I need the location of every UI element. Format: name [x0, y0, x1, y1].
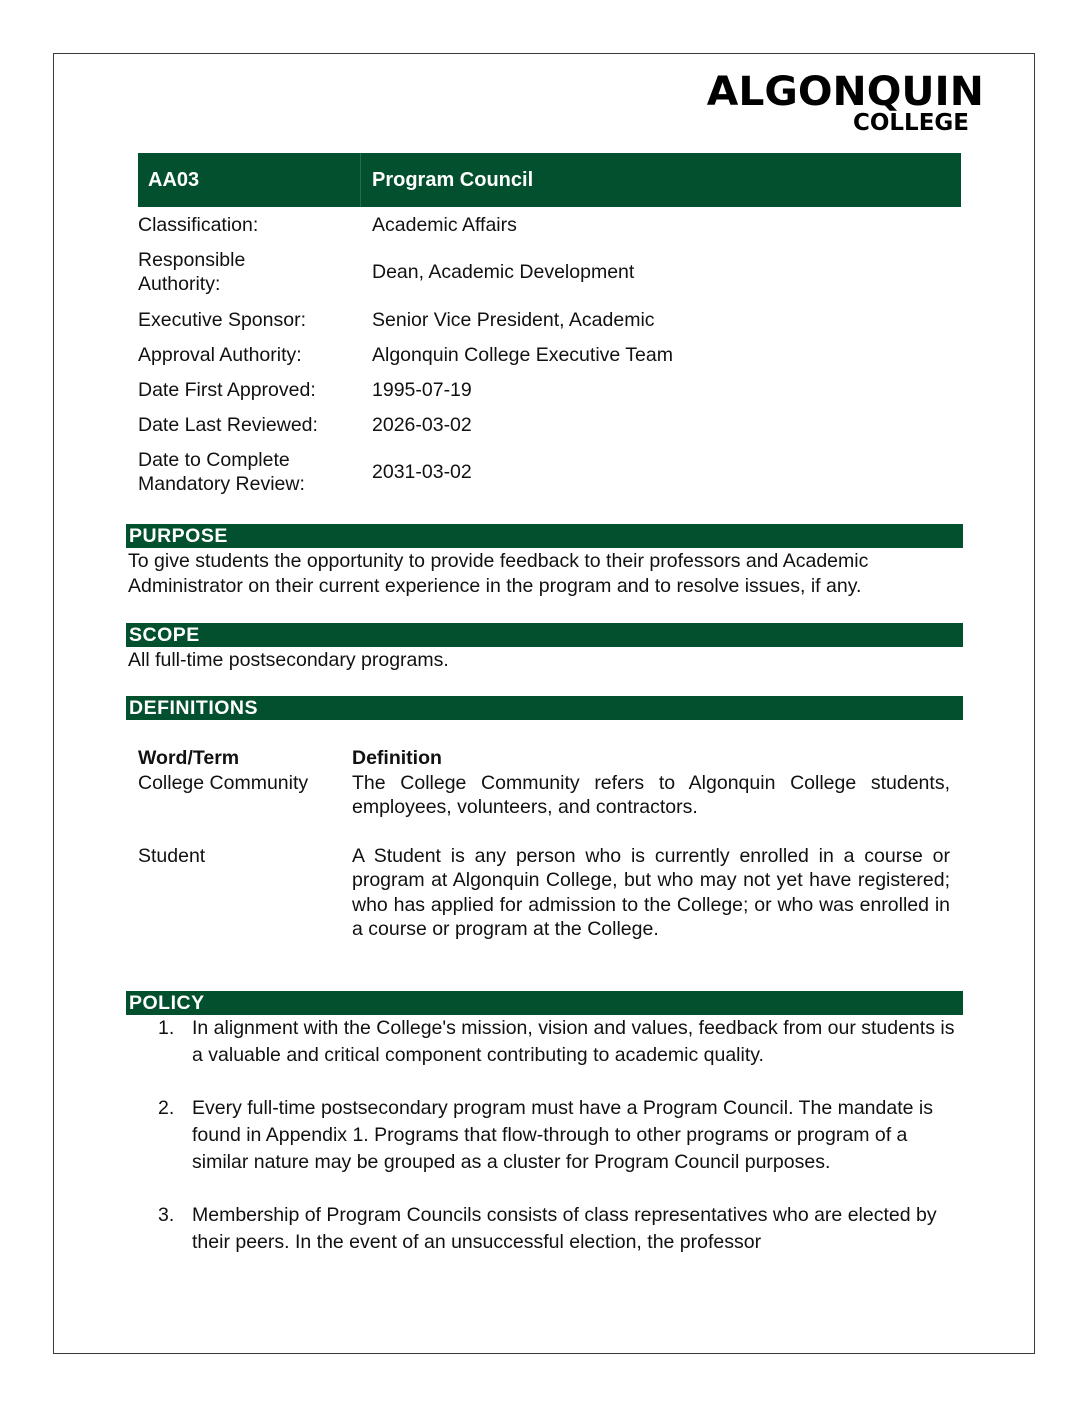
policy-title-bar — [138, 153, 961, 207]
meta-value: Academic Affairs — [372, 213, 517, 236]
policy-item — [158, 1095, 968, 1176]
policy-code: AA03 — [138, 153, 361, 207]
meta-label: Executive Sponsor: — [138, 308, 307, 331]
algonquin-college-logo — [706, 69, 984, 136]
meta-row-responsible-authority — [138, 242, 961, 302]
meta-label: Classification: — [138, 213, 259, 236]
meta-value: 1995-07-19 — [372, 378, 472, 401]
policy-item — [158, 1015, 968, 1069]
policy-item-number: 3. — [158, 1204, 175, 1226]
meta-value: Dean, Academic Development — [372, 261, 635, 283]
meta-row-date-first-approved — [138, 372, 961, 407]
section-header-scope: SCOPE — [126, 623, 963, 647]
definition-text: The College Community refers to Algonquin College students, employees, volunteers, and contractors. — [352, 771, 950, 818]
section-header-purpose: PURPOSE — [126, 524, 963, 548]
definition-term: College Community — [138, 771, 309, 794]
policy-item — [158, 1202, 968, 1256]
column-header-definition: Definition — [352, 747, 442, 769]
definition-row — [138, 771, 950, 820]
section-header-definitions: DEFINITIONS — [126, 696, 963, 720]
definition-text: A Student is any person who is currently enrolled in a course or program at Algonquin College, but who may not yet have registered; who has applied for admission to the College; or who was enrolled in a course or program at the College. — [352, 844, 950, 940]
meta-value: 2026-03-02 — [372, 413, 472, 436]
meta-label: Date to Complete Mandatory Review: — [138, 449, 305, 495]
policy-metadata-table — [138, 207, 961, 502]
scope-text: All full-time postsecondary programs. — [128, 649, 449, 671]
policy-item-number: 1. — [158, 1017, 175, 1039]
logo-main-text: ALGONQUIN — [706, 69, 984, 115]
definition-row — [138, 844, 950, 942]
policy-item-text: Membership of Program Councils consists of class representatives who are elected by their peers. In the event of an unsuccessful election, the professor — [192, 1204, 937, 1253]
meta-row-executive-sponsor — [138, 302, 961, 337]
policy-item-text: Every full-time postsecondary program must have a Program Council. The mandate is found in Appendix 1. Programs that flow-through to other programs or program of a similar nature may be grouped as a cluster for Program Council purposes. — [192, 1097, 933, 1173]
purpose-text: To give students the opportunity to provide feedback to their professors and Academic Administrator on their current experience in the program and to resolve issues, if any. — [128, 550, 869, 597]
meta-value: 2031-03-02 — [372, 461, 472, 483]
meta-label: Date First Approved: — [138, 378, 316, 401]
definition-term: Student — [138, 844, 206, 867]
meta-row-date-last-reviewed — [138, 407, 961, 442]
meta-value: Algonquin College Executive Team — [372, 343, 673, 366]
meta-label: Approval Authority: — [138, 343, 302, 366]
meta-label: Responsible Authority: — [138, 249, 246, 295]
logo-sub-text: COLLEGE — [852, 110, 969, 136]
column-header-term: Word/Term — [138, 747, 240, 769]
section-header-policy: POLICY — [126, 991, 963, 1015]
policy-item-text: In alignment with the College's mission, vision and values, feedback from our students is a valuable and critical component contributing to academic quality. — [192, 1017, 955, 1066]
policy-name: Program Council — [372, 168, 534, 191]
definitions-table — [138, 746, 950, 942]
policy-item-number: 2. — [158, 1097, 175, 1119]
meta-value: Senior Vice President, Academic — [372, 308, 655, 331]
meta-label: Date Last Reviewed: — [138, 413, 318, 436]
meta-row-classification — [138, 207, 961, 242]
meta-row-approval-authority — [138, 337, 961, 372]
definitions-header-row — [138, 746, 950, 771]
policy-list — [158, 1015, 968, 1282]
meta-row-mandatory-review — [138, 442, 961, 502]
